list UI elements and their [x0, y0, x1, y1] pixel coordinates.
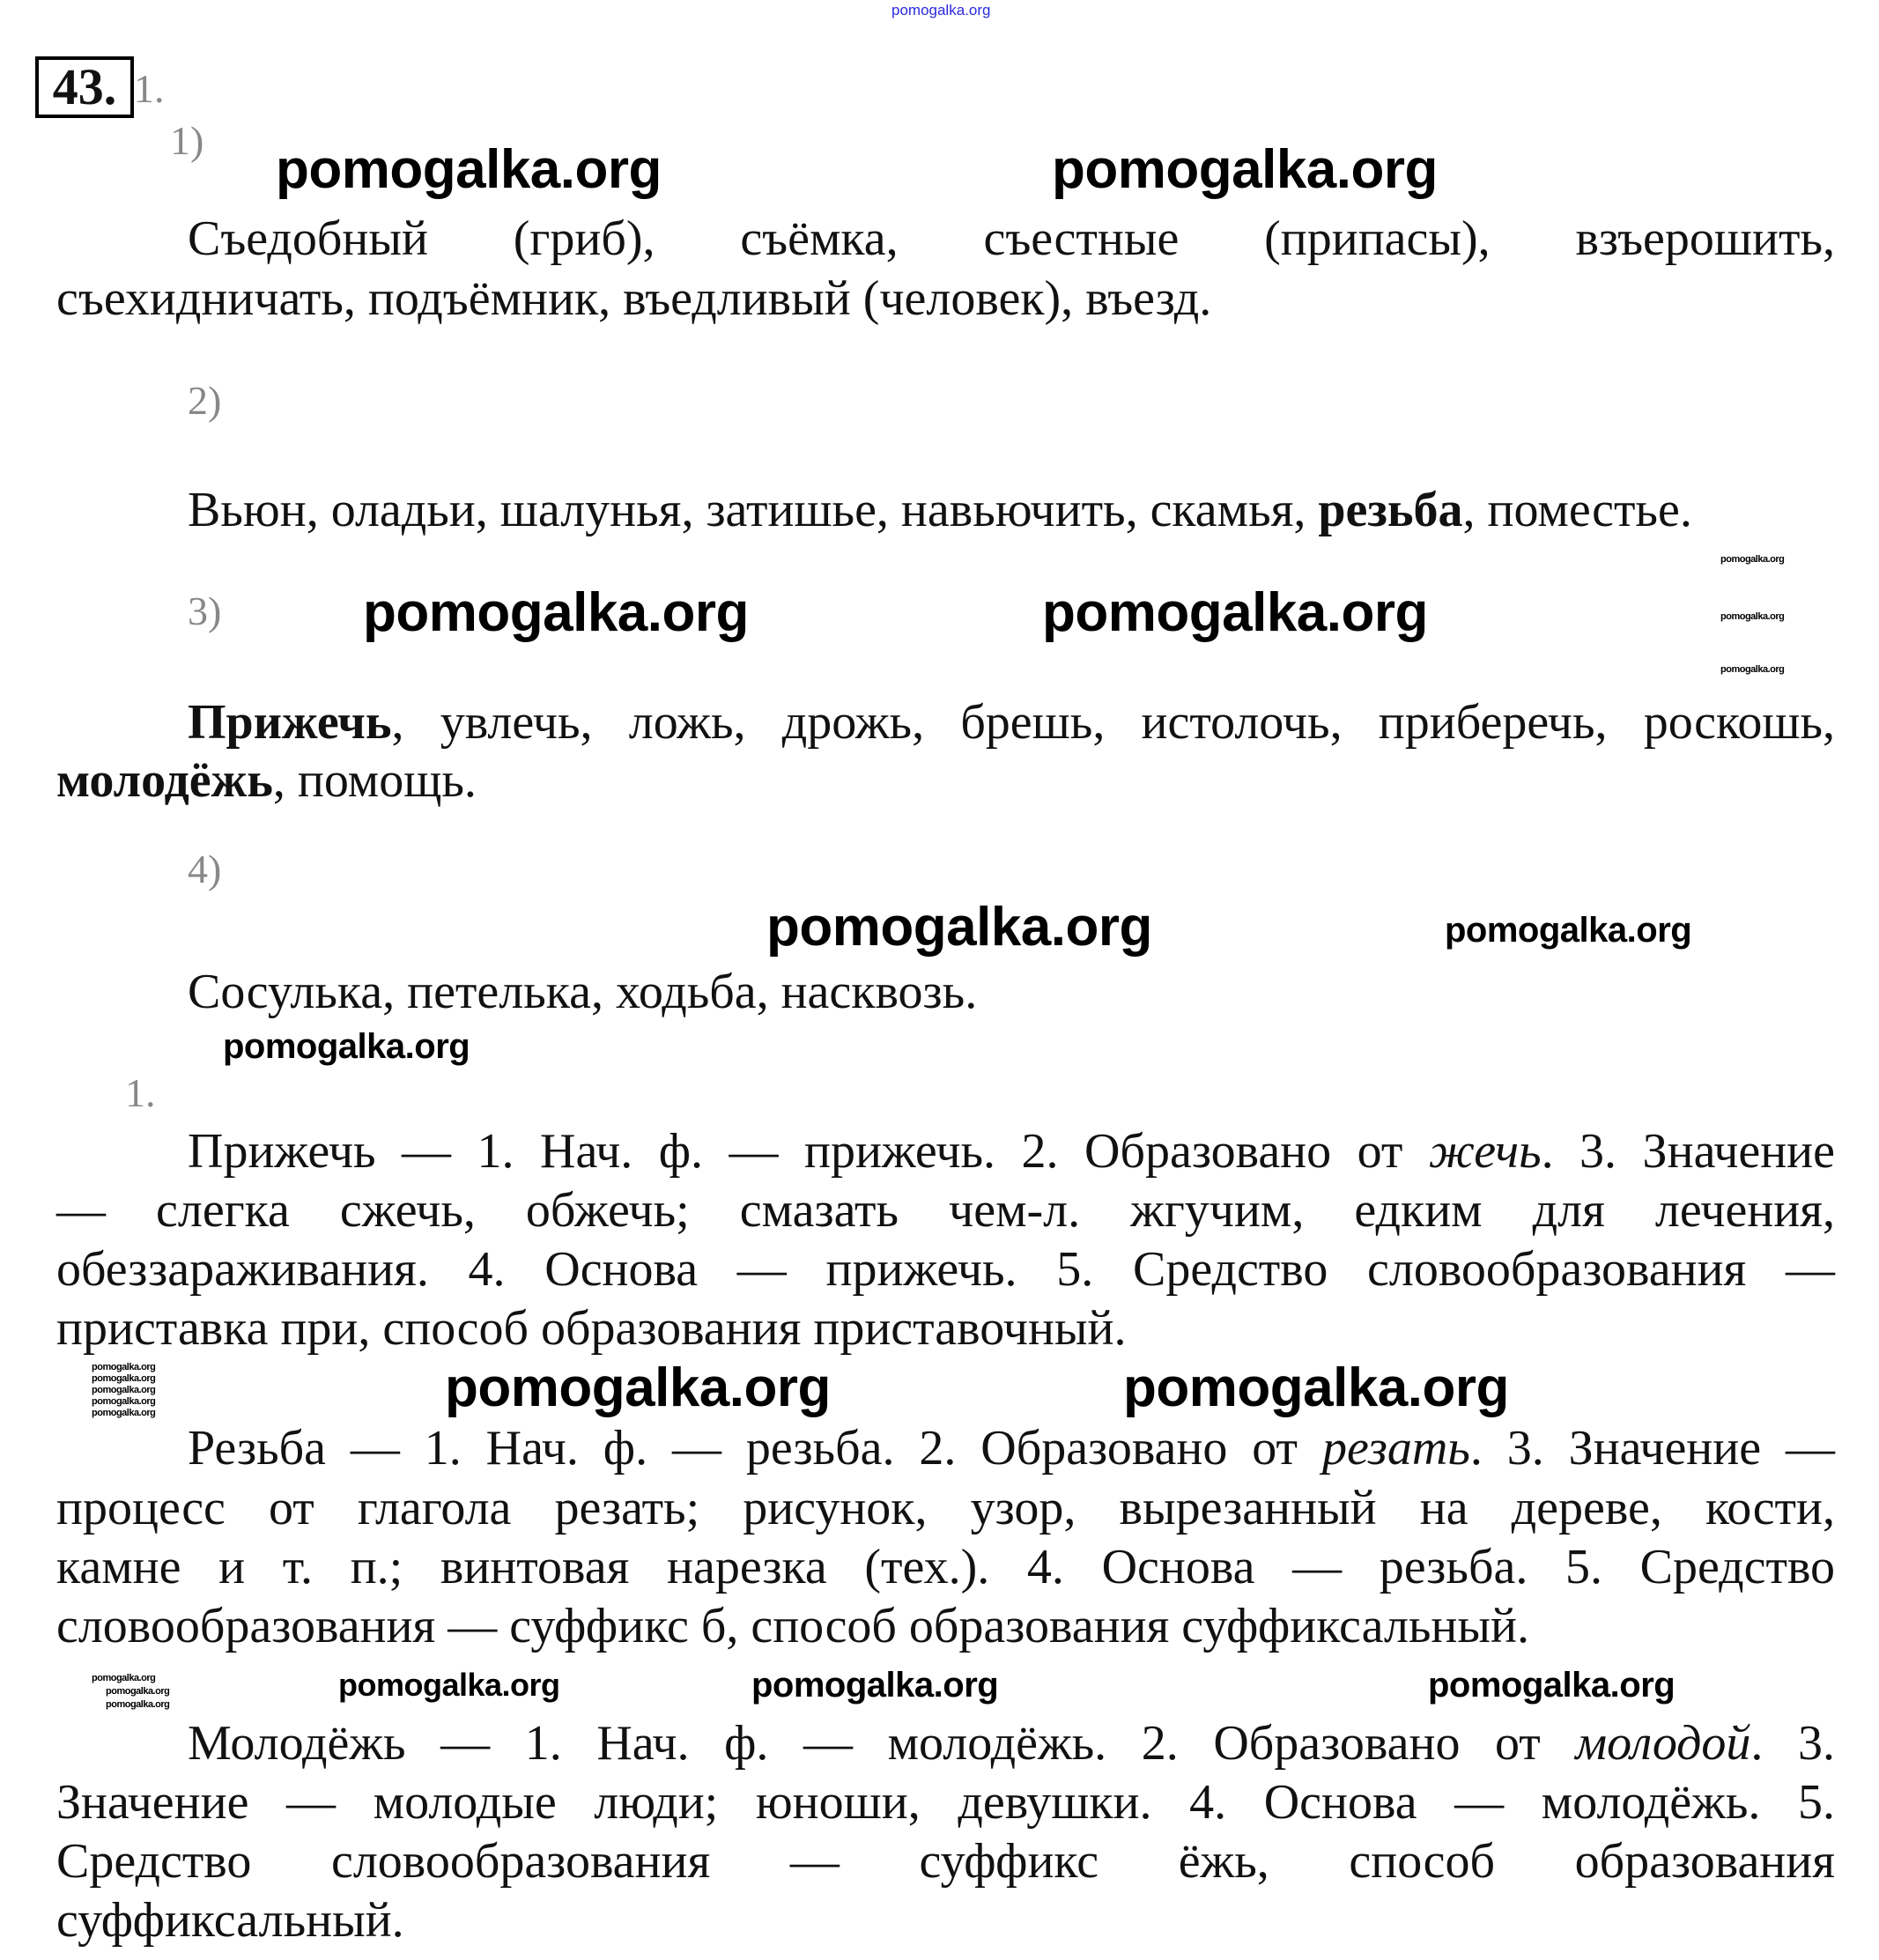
text-segment: обеззараживания. 4. Основа — прижечь. 5. Средство словообразования — [56, 1242, 1835, 1297]
text-line [56, 751, 1835, 810]
italic-word: молодой [1575, 1716, 1751, 1771]
watermark: pomogalka.org [766, 897, 1152, 958]
watermark: pomogalka.org [1428, 1666, 1676, 1705]
text-line [188, 210, 1835, 268]
italic-word: жечь [1428, 1124, 1542, 1179]
text-segment: , помощь. [272, 753, 477, 808]
text-line [188, 693, 1835, 751]
section-label: 1) [170, 118, 204, 163]
text-segment: . 3. [1750, 1716, 1836, 1771]
watermark: pomogalka.org [92, 1408, 156, 1418]
text-segment: камне и т. п.; винтовая нарезка (тех.). 4. Основа — резьба. 5. Средство [56, 1540, 1835, 1594]
part2-label: 1. [125, 1070, 156, 1115]
text-line [188, 1122, 1835, 1180]
text-segment: суффиксальный. [56, 1893, 404, 1948]
bold-word: молодёжь [56, 753, 273, 808]
watermark: pomogalka.org [276, 139, 662, 200]
watermark: pomogalka.org [92, 1385, 156, 1395]
watermark: pomogalka.org [92, 1396, 156, 1407]
text-segment: , увлечь, ложь, дрожь, брешь, истолочь, приберечь, роскошь, [391, 695, 1835, 750]
text-segment: Сосулька, петелька, ходьба, насквозь. [188, 965, 978, 1019]
text-line [56, 1479, 1835, 1537]
text-line [56, 1240, 1835, 1298]
text-segment: Съедобный (гриб), съёмка, съестные (припасы), взъерошить, [188, 211, 1835, 266]
top-watermark: pomogalka.org [891, 2, 991, 18]
text-line [56, 1891, 1835, 1949]
text-segment: процесс от глагола резать; рисунок, узор, вырезанный на дереве, кости, [56, 1481, 1835, 1535]
text-segment: . 3. Значение [1541, 1124, 1836, 1179]
text-segment: — слегка сжечь, обжечь; смазать чем-л. жгучим, едким для лечения, [56, 1183, 1835, 1238]
italic-word: резать [1321, 1421, 1470, 1476]
text-segment: Средство словообразования — суффикс ёжь, способ образования [56, 1834, 1835, 1889]
text-segment: съехидничать, подъёмник, въедливый (человек), въезд. [56, 271, 1212, 326]
watermark: pomogalka.org [751, 1666, 999, 1705]
text-line [56, 1773, 1835, 1831]
text-line [188, 481, 1835, 539]
watermark: pomogalka.org [338, 1667, 560, 1703]
text-segment: Вьюн, оладьи, шалунья, затишье, навьючить, скамья, [188, 483, 1319, 537]
text-line [56, 1832, 1835, 1890]
watermark: pomogalka.org [1720, 664, 1785, 675]
text-segment: . 3. Значение — [1469, 1421, 1835, 1476]
watermark: pomogalka.org [223, 1027, 470, 1066]
watermark: pomogalka.org [1445, 911, 1692, 950]
section-label: 2) [188, 378, 222, 423]
text-segment: , поместье. [1462, 483, 1692, 537]
bold-word: резьба [1318, 483, 1463, 537]
text-segment: Значение — молодые люди; юноши, девушки. 4. Основа — молодёжь. 5. [56, 1775, 1835, 1830]
watermark: pomogalka.org [106, 1686, 170, 1697]
text-line [188, 963, 1835, 1021]
watermark: pomogalka.org [363, 582, 749, 643]
watermark: pomogalka.org [1123, 1357, 1509, 1418]
watermark: pomogalka.org [92, 1373, 156, 1384]
section-label: 4) [188, 847, 222, 891]
watermark: pomogalka.org [1720, 554, 1785, 565]
part-label: 1. [134, 66, 165, 111]
text-line [56, 270, 1835, 328]
watermark: pomogalka.org [92, 1362, 156, 1372]
section-label: 3) [188, 588, 222, 633]
watermark: pomogalka.org [106, 1699, 170, 1710]
bold-word: Прижечь [188, 695, 392, 750]
text-line [188, 1714, 1835, 1772]
watermark: pomogalka.org [1720, 611, 1785, 622]
watermark: pomogalka.org [445, 1357, 831, 1418]
text-line [188, 1419, 1835, 1477]
watermark: pomogalka.org [92, 1673, 156, 1683]
watermark: pomogalka.org [1052, 139, 1438, 200]
text-segment: Прижечь — 1. Нач. ф. — прижечь. 2. Образовано от [188, 1124, 1429, 1179]
text-segment: Резьба — 1. Нач. ф. — резьба. 2. Образовано от [188, 1421, 1322, 1476]
text-segment: Молодёжь — 1. Нач. ф. — молодёжь. 2. Образовано от [188, 1716, 1576, 1771]
text-segment: приставка при, способ образования приставочный. [56, 1301, 1127, 1356]
text-segment: словообразования — суффикс б, способ образования суффиксальный. [56, 1599, 1529, 1653]
text-line [56, 1597, 1835, 1655]
text-line [56, 1538, 1835, 1596]
watermark: pomogalka.org [1042, 582, 1428, 643]
text-line [56, 1181, 1835, 1239]
text-line [56, 1299, 1835, 1357]
exercise-number: 43. [35, 56, 134, 118]
